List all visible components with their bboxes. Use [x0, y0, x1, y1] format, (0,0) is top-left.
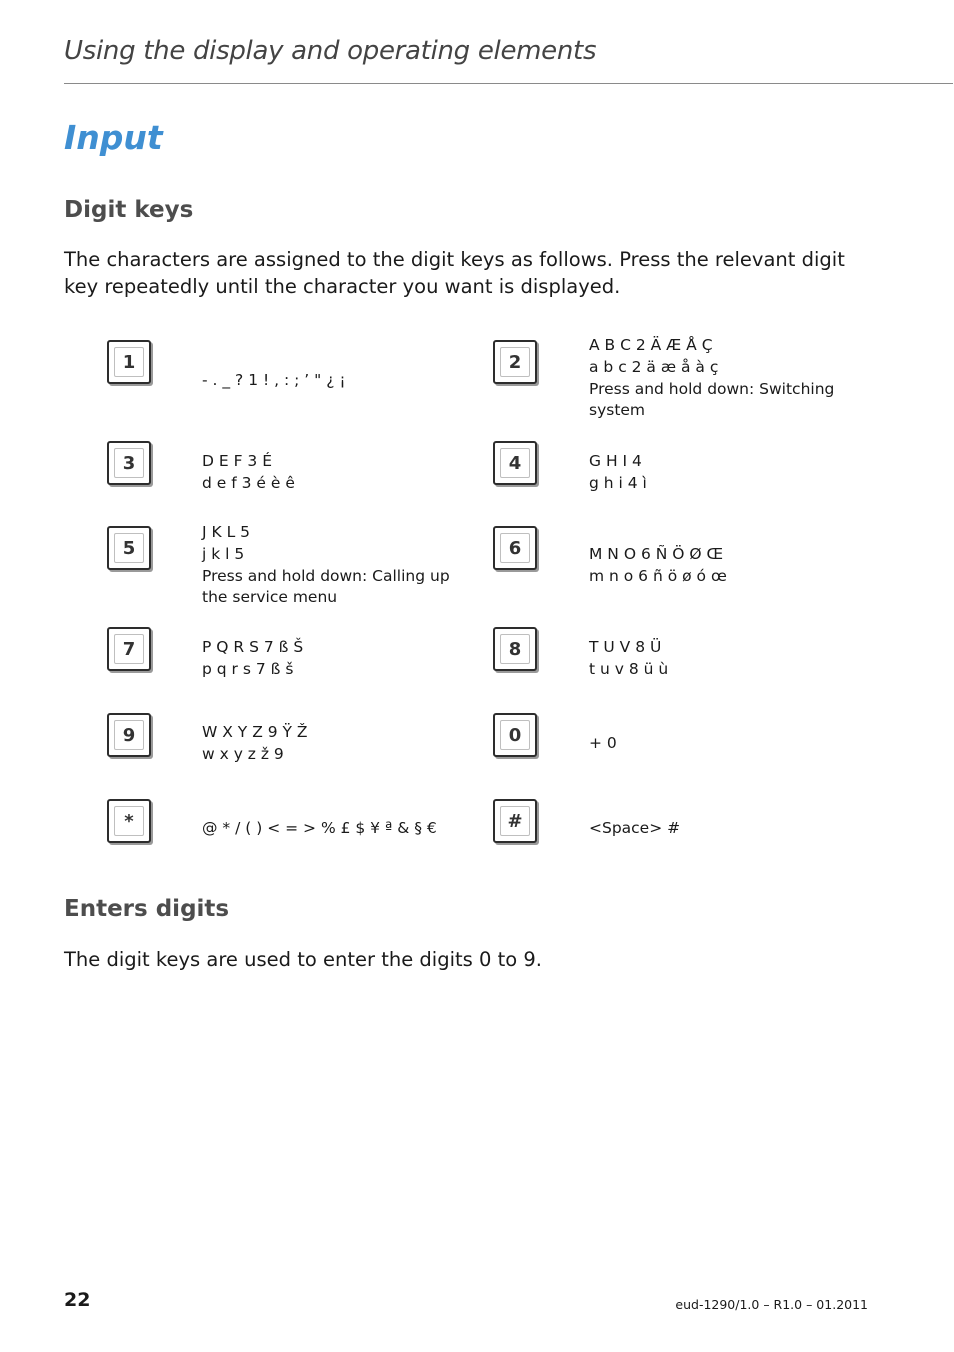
key-5-icon	[107, 526, 151, 570]
key-star-label: *	[114, 806, 144, 836]
character-line: Press and hold down: Calling up the service menu	[202, 566, 450, 607]
key-1-characters	[202, 370, 462, 392]
character-line: m n o 6 ñ ö ø ó œ	[589, 566, 727, 585]
key-9-label: 9	[114, 720, 144, 750]
key-7-label: 7	[114, 634, 144, 664]
key-1-label: 1	[114, 347, 144, 377]
key-star-characters	[202, 818, 462, 840]
key-6-characters	[589, 544, 849, 588]
section-heading-enters-digits: Enters digits	[64, 896, 230, 922]
character-line: g h i 4 ì	[589, 473, 647, 492]
digit-keys-description: The characters are assigned to the digit keys as follows. Press the relevant digit key repeatedly until the character you want is displayed.	[64, 248, 845, 298]
page-title: Input	[64, 118, 163, 157]
key-0-icon	[493, 713, 537, 757]
character-line: t u v 8 ü ù	[589, 659, 669, 678]
character-line: a b c 2 ä æ å à ç	[589, 357, 719, 376]
enters-digits-description: The digit keys are used to enter the digits 0 to 9.	[64, 948, 542, 971]
character-line: Press and hold down: Switching system	[589, 379, 835, 420]
character-line: d e f 3 é è ê	[202, 473, 295, 492]
key-3-icon	[107, 441, 151, 485]
key-hash-icon	[493, 799, 537, 843]
character-line: D E F 3 É	[202, 452, 273, 470]
character-line: J K L 5	[202, 523, 251, 541]
character-line: P Q R S 7 ß Š	[202, 638, 304, 656]
character-line: W X Y Z 9 Ÿ Ž	[202, 723, 308, 741]
key-3-label: 3	[114, 448, 144, 478]
key-hash-label: #	[500, 806, 530, 836]
key-7-characters	[202, 637, 462, 681]
character-line: p q r s 7 ß š	[202, 659, 294, 678]
key-2-label: 2	[500, 347, 530, 377]
key-1-icon	[107, 340, 151, 384]
key-8-characters	[589, 637, 849, 681]
key-2-icon	[493, 340, 537, 384]
document-id: eud-1290/1.0 – R1.0 – 01.2011	[675, 1297, 868, 1312]
key-4-label: 4	[500, 448, 530, 478]
header-title: Using the display and operating elements	[64, 36, 597, 66]
character-line: - . _ ? 1 ! , : ; ’ " ¿ ¡	[202, 371, 346, 389]
header-divider	[64, 83, 953, 84]
section-heading-digit-keys: Digit keys	[64, 197, 194, 223]
key-9-characters	[202, 722, 462, 766]
key-9-icon	[107, 713, 151, 757]
key-0-label: 0	[500, 720, 530, 750]
page-number: 22	[64, 1289, 91, 1311]
character-line: A B C 2 Ä Æ Å Ç	[589, 336, 713, 354]
character-line: + 0	[589, 734, 617, 752]
character-line: T U V 8 Ü	[589, 638, 662, 656]
character-line: G H I 4	[589, 452, 642, 470]
key-2-characters	[589, 335, 849, 422]
key-hash-characters	[589, 818, 849, 840]
key-star-icon	[107, 799, 151, 843]
key-6-label: 6	[500, 533, 530, 563]
key-4-icon	[493, 441, 537, 485]
key-5-label: 5	[114, 533, 144, 563]
key-5-characters	[202, 522, 462, 609]
key-8-label: 8	[500, 634, 530, 664]
character-line: M N O 6 Ñ Ö Ø Œ	[589, 545, 724, 563]
key-6-icon	[493, 526, 537, 570]
key-7-icon	[107, 627, 151, 671]
character-line: j k l 5	[202, 544, 245, 563]
character-line: <Space> #	[589, 819, 681, 837]
key-0-characters	[589, 733, 849, 755]
key-3-characters	[202, 451, 462, 495]
character-line: w x y z ž 9	[202, 744, 284, 763]
key-8-icon	[493, 627, 537, 671]
key-4-characters	[589, 451, 849, 495]
character-line: @ * / ( ) < = > % £ $ ¥ ª & § €	[202, 819, 437, 837]
